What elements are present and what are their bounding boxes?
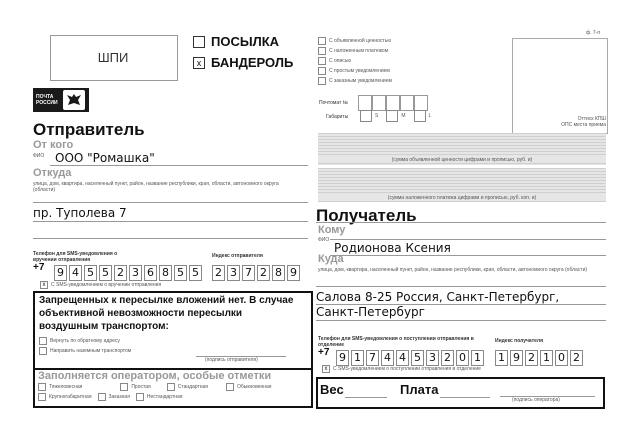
- digit[interactable]: 5: [174, 265, 187, 281]
- dim-option[interactable]: [360, 110, 378, 122]
- dim-option[interactable]: [414, 110, 432, 122]
- postamat-cell[interactable]: [400, 95, 414, 111]
- banderol-option[interactable]: [193, 55, 293, 70]
- dim-option[interactable]: [386, 110, 405, 122]
- parcel-option[interactable]: [193, 34, 279, 49]
- option-row[interactable]: [318, 36, 392, 46]
- sender-name[interactable]: ООО "Ромашка": [55, 151, 155, 165]
- option-checkbox[interactable]: [318, 47, 326, 55]
- recipient-sms-option[interactable]: [322, 365, 481, 373]
- digit[interactable]: 3: [426, 350, 439, 366]
- digit[interactable]: 1: [351, 350, 364, 366]
- digit[interactable]: 0: [555, 350, 568, 366]
- operator-marks-row2: [38, 393, 182, 401]
- digit[interactable]: 9: [510, 350, 523, 366]
- mark-checkbox[interactable]: [98, 393, 106, 401]
- recipient-index-field[interactable]: [495, 350, 583, 366]
- mark-checkbox[interactable]: [226, 383, 234, 391]
- dim-checkbox[interactable]: [360, 110, 372, 122]
- from-whom-label: От кого: [33, 139, 74, 151]
- option-checkbox[interactable]: [318, 37, 326, 45]
- sender-phone-field[interactable]: [54, 265, 202, 281]
- option-row[interactable]: [318, 66, 392, 76]
- recipient-address-line1[interactable]: Салова 8-25 Россия, Санкт-Петербург,: [316, 290, 560, 304]
- digit[interactable]: 4: [396, 350, 409, 366]
- digit[interactable]: 7: [366, 350, 379, 366]
- recipient-phone-label: Телефон для SMS-уведомления о поступлении отправления в отделение: [318, 336, 474, 348]
- fee-label: Плата: [400, 382, 439, 397]
- ground-label: Направить наземным транспортом: [50, 348, 132, 354]
- digit[interactable]: 9: [336, 350, 349, 366]
- digit[interactable]: 4: [69, 265, 82, 281]
- recipient-index-label: Индекс получателя: [495, 338, 544, 344]
- sender-address[interactable]: пр. Туполева 7: [33, 206, 127, 220]
- declared-value-caption: (сумма объявленной ценности цифрами и прописью, руб. и): [318, 157, 606, 163]
- option-label: С объявленной ценностью: [329, 38, 392, 44]
- mark-label: Нестандартная: [146, 394, 183, 400]
- operator-title: Заполняется оператором, особые отметки: [38, 370, 272, 382]
- mark-checkbox[interactable]: [120, 383, 128, 391]
- sender-sms-text: С SMS-уведомлением о вручении отправления: [51, 282, 162, 288]
- sender-index-field[interactable]: [212, 265, 300, 281]
- postamat-cell[interactable]: [386, 95, 400, 111]
- mark-option[interactable]: [226, 383, 271, 391]
- digit[interactable]: 8: [272, 265, 285, 281]
- sender-index-label: Индекс отправителя: [212, 253, 263, 259]
- digit[interactable]: 2: [212, 265, 225, 281]
- postamat-cell[interactable]: [372, 95, 386, 111]
- weight-fee-box: [316, 377, 605, 409]
- recipient-address-hint: улица, дом, квартира, населенный пункт, район, название республики, края, области, автономного округа (области): [318, 267, 588, 273]
- option-checkbox[interactable]: [318, 77, 326, 85]
- digit[interactable]: 2: [570, 350, 583, 366]
- return-checkbox[interactable]: [39, 337, 47, 345]
- option-label: С наложенным платежом: [329, 48, 389, 54]
- shpi-label: ШПИ: [97, 50, 129, 65]
- digit[interactable]: 5: [189, 265, 202, 281]
- digit[interactable]: 0: [456, 350, 469, 366]
- banderol-label: БАНДЕРОЛЬ: [211, 55, 294, 70]
- mark-option[interactable]: [98, 393, 130, 401]
- digit[interactable]: 2: [257, 265, 270, 281]
- recipient-phone-field[interactable]: [336, 350, 484, 366]
- option-row[interactable]: [318, 46, 392, 56]
- digit[interactable]: 3: [227, 265, 240, 281]
- ground-option[interactable]: [39, 347, 131, 355]
- digit[interactable]: 7: [242, 265, 255, 281]
- declared-options: [318, 36, 392, 86]
- to-where-label: Куда: [318, 253, 344, 265]
- recipient-fio-label: ФИО: [318, 237, 330, 243]
- eagle-icon: [63, 90, 85, 110]
- mark-label: Простая: [131, 384, 151, 390]
- stamp-caption: Оттиск КПШ ОПС места приема: [561, 116, 606, 128]
- recipient-sms-checkbox[interactable]: x: [322, 365, 330, 373]
- postamat-cell[interactable]: [414, 95, 428, 111]
- to-whom-label: Кому: [318, 224, 346, 236]
- sender-title: Отправитель: [33, 120, 145, 139]
- mark-label: Заказная: [108, 394, 130, 400]
- dimensions-label: Габариты: [326, 114, 349, 120]
- digit[interactable]: 6: [144, 265, 157, 281]
- dim-label: L: [428, 113, 432, 119]
- parcel-label: ПОСЫЛКА: [211, 34, 280, 49]
- mark-label: Стандартная: [177, 384, 209, 390]
- mark-option[interactable]: [38, 393, 92, 401]
- sender-signature-caption: (подпись отправителя): [205, 357, 258, 363]
- dim-label: M: [401, 113, 406, 119]
- recipient-sms-text: С SMS-уведомлением о поступлении отправления в отделение: [333, 366, 481, 372]
- digit[interactable]: 5: [411, 350, 424, 366]
- option-row[interactable]: [318, 76, 392, 86]
- sender-phone-label: Телефон для SMS-уведомления о вручении отправления: [33, 251, 118, 263]
- mark-checkbox[interactable]: [38, 393, 46, 401]
- mark-label: Тяжеловесная: [49, 384, 83, 390]
- sender-fio-label: ФИО: [33, 153, 45, 159]
- mark-checkbox[interactable]: [167, 383, 175, 391]
- mark-option[interactable]: [136, 393, 183, 401]
- recipient-title: Получатель: [316, 206, 417, 225]
- russian-post-logo: [33, 88, 89, 112]
- forbidden-text: Запрещенных к пересылке вложений нет. В случае объективной невозможности пересылки воздушным транспортом:: [39, 295, 294, 332]
- recipient-address-line2[interactable]: Санкт-Петербург: [316, 305, 425, 319]
- digit[interactable]: 2: [441, 350, 454, 366]
- recipient-phone-prefix: +7: [318, 347, 330, 358]
- digit[interactable]: 1: [540, 350, 553, 366]
- return-option[interactable]: [39, 337, 120, 345]
- digit[interactable]: 1: [471, 350, 484, 366]
- ground-checkbox[interactable]: [39, 347, 47, 355]
- postamat-label: Почтомат №: [319, 100, 349, 106]
- sender-address-hint: улица, дом, квартира, населенный пункт, район, название республики, края, области, автономного округа (области): [33, 181, 279, 193]
- digit[interactable]: 2: [525, 350, 538, 366]
- postamat-field[interactable]: [358, 95, 428, 111]
- operator-signature-caption: (подпись оператора): [512, 397, 560, 403]
- digit[interactable]: 5: [99, 265, 112, 281]
- option-checkbox[interactable]: [318, 57, 326, 65]
- option-row[interactable]: [318, 56, 392, 66]
- dim-label: S: [375, 113, 379, 119]
- option-label: С описью: [329, 58, 352, 64]
- mark-label: Обыкновенная: [237, 384, 272, 390]
- postamat-cell[interactable]: [358, 95, 372, 111]
- banderol-checkbox[interactable]: x: [193, 57, 205, 69]
- cod-caption: (сумма наложенного платежа цифрами и прописью, руб. коп. и): [318, 195, 606, 201]
- digit[interactable]: 4: [381, 350, 394, 366]
- option-label: С заказным уведомлением: [329, 78, 392, 84]
- mark-option[interactable]: [38, 383, 82, 391]
- mark-option[interactable]: [120, 383, 150, 391]
- digit[interactable]: 1: [495, 350, 508, 366]
- dim-checkbox[interactable]: [414, 110, 426, 122]
- option-label: С простым уведомлением: [329, 68, 390, 74]
- sender-sms-checkbox[interactable]: x: [40, 281, 48, 289]
- form-code: ф. 7-п: [586, 30, 601, 36]
- mark-checkbox[interactable]: [136, 393, 144, 401]
- recipient-name[interactable]: Родионова Ксения: [334, 241, 451, 255]
- operator-marks-row1: [38, 383, 271, 391]
- digit[interactable]: 9: [287, 265, 300, 281]
- return-label: Вернуть по обратному адресу: [50, 338, 120, 344]
- digit[interactable]: 8: [159, 265, 172, 281]
- sender-phone-prefix: +7: [33, 262, 45, 273]
- sender-sms-option[interactable]: [40, 281, 161, 289]
- digit[interactable]: 9: [54, 265, 67, 281]
- option-checkbox[interactable]: [318, 67, 326, 75]
- digit[interactable]: 5: [84, 265, 97, 281]
- weight-label: Вес: [320, 382, 344, 397]
- dim-checkbox[interactable]: [386, 110, 398, 122]
- mark-option[interactable]: [167, 383, 208, 391]
- dimensions-options: [360, 110, 431, 122]
- logo-text: ПОЧТА РОССИИ: [36, 94, 58, 106]
- mark-checkbox[interactable]: [38, 383, 46, 391]
- mark-label: Крупногабаритная: [49, 394, 92, 400]
- from-where-label: Откуда: [33, 167, 72, 179]
- digit[interactable]: 3: [129, 265, 142, 281]
- digit[interactable]: 2: [114, 265, 127, 281]
- parcel-checkbox[interactable]: [193, 36, 205, 48]
